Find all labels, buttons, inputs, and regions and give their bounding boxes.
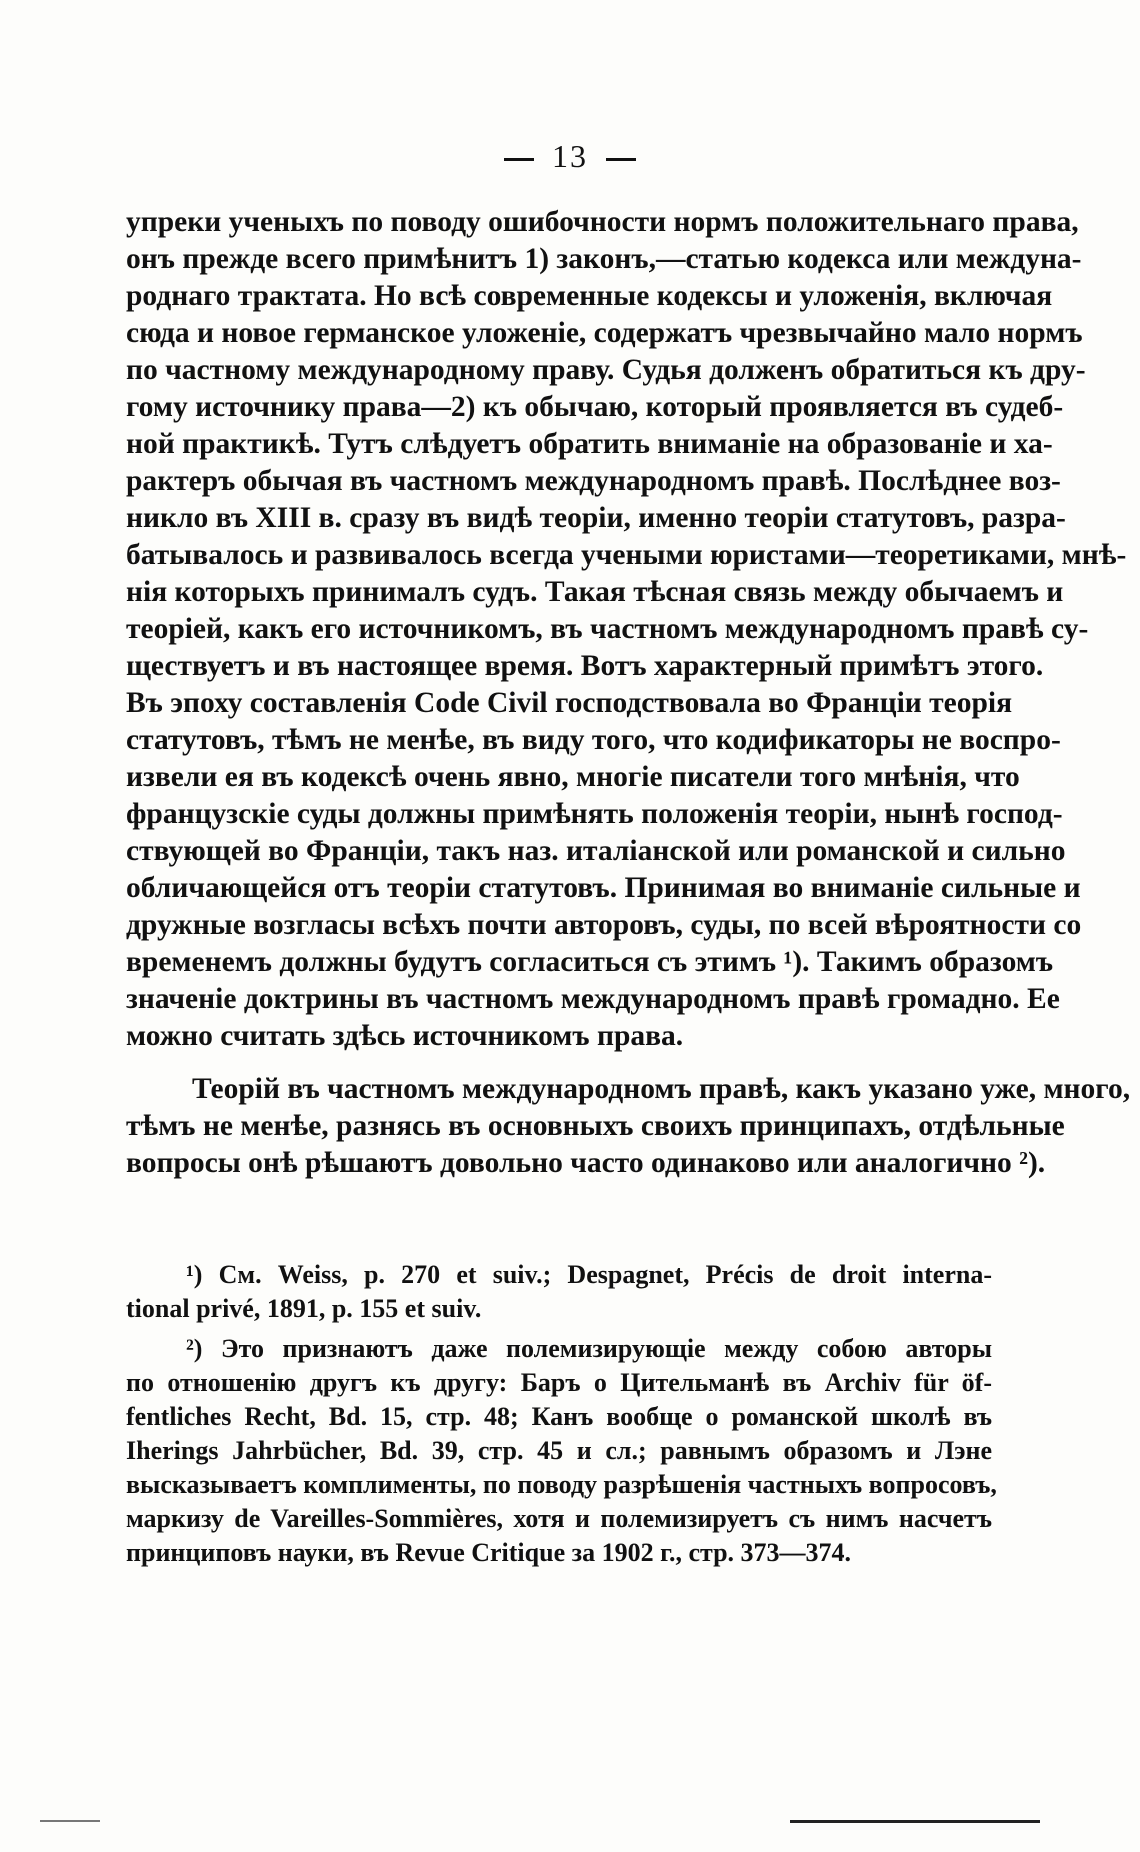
text-line: извели ея въ кодексѣ очень явно, многіе писатели того мнѣнія, что	[126, 761, 1020, 793]
text-line: обличающейся отъ теоріи статутовъ. Принимая во вниманіе сильные и	[126, 872, 1081, 904]
header-dash-left	[504, 158, 534, 161]
footnote-2	[126, 1332, 997, 1570]
text-line: Iherings Jahrbücher, Bd. 39, стр. 45 и сл.; равнымъ образомъ и Лэне	[126, 1436, 992, 1465]
text-line: батывалось и развивалось всегда учеными юристами—теоретиками, мнѣ-	[126, 539, 1127, 571]
text-line: значеніе доктрины въ частномъ международномъ правѣ громадно. Ее	[126, 983, 1060, 1015]
text-line: роднаго трактата. Но всѣ современные кодексы и уложенія, включая	[126, 280, 1053, 312]
text-line: рактеръ обычая въ частномъ международномъ правѣ. Послѣднее воз-	[126, 465, 1061, 497]
text-line: принциповъ науки, въ Revue Critique за 1902 г., стр. 373—374.	[126, 1538, 852, 1567]
text-line: временемъ должны будутъ согласиться съ этимъ ¹). Такимъ образомъ	[126, 946, 1054, 978]
text-line: маркизу de Vareilles-Sommières, хотя и полемизируетъ съ нимъ насчетъ	[126, 1504, 992, 1533]
text-line: нія которыхъ принималъ судъ. Такая тѣсная связь между обычаемъ и	[126, 576, 1064, 608]
text-line: ¹) См. Weiss, p. 270 et suiv.; Despagnet, Précis de droit interna-	[186, 1260, 992, 1289]
paragraph-1	[126, 204, 1127, 1055]
text-line: упреки ученыхъ по поводу ошибочности нормъ положительнаго права,	[126, 206, 1079, 238]
text-line: tional privé, 1891, p. 155 et suiv.	[126, 1294, 482, 1323]
text-line: никло въ XIII в. сразу въ видѣ теоріи, именно теоріи статутовъ, разра-	[126, 502, 1066, 534]
text-line: Теорій въ частномъ международномъ правѣ, какъ указано уже, много,	[192, 1073, 1131, 1105]
footnotes	[126, 1258, 997, 1570]
text-line: вопросы онѣ рѣшаютъ довольно часто одинаково или аналогично ²).	[126, 1147, 1046, 1179]
text-line: теоріей, какъ его источникомъ, въ частномъ международномъ правѣ су-	[126, 613, 1089, 645]
text-line: гому источнику права—2) къ обычаю, который проявляется въ судеб-	[126, 391, 1064, 423]
text-line: ²) Это признаютъ даже полемизирующіе между собою авторы	[186, 1334, 992, 1363]
text-line: французскіе суды должны примѣнять положенія теоріи, нынѣ господ-	[126, 798, 1063, 830]
bottom-rule	[790, 1820, 1040, 1823]
main-text	[126, 204, 1131, 1182]
text-line: Въ эпоху составленія Code Civil господствовала во Франціи теорія	[126, 687, 1013, 719]
text-line: по частному международному праву. Судья долженъ обратиться къ дру-	[126, 354, 1086, 386]
text-line: онъ прежде всего примѣнитъ 1) законъ,—статью кодекса или междуна-	[126, 243, 1082, 275]
text-line: ствующей во Франціи, такъ наз. италіанской или романской и сильно	[126, 835, 1066, 867]
text-line: статутовъ, тѣмъ не менѣе, въ виду того, что кодификаторы не воспро-	[126, 724, 1061, 756]
text-line: высказываетъ комплименты, по поводу разрѣшенія частныхъ вопросовъ,	[126, 1470, 997, 1499]
header-dash-right	[606, 158, 636, 161]
text-line: ществуетъ и въ настоящее время. Вотъ характерный примѣтъ этого.	[126, 650, 1044, 682]
text-line: можно считать здѣсь источникомъ права.	[126, 1020, 684, 1052]
scan-mark	[40, 1820, 100, 1822]
text-line: по отношенію другъ къ другу: Баръ о Цительманѣ въ Archiv für öf-	[126, 1368, 992, 1397]
page-header	[0, 138, 1140, 175]
text-line: сюда и новое германское уложеніе, содержатъ чрезвычайно мало нормъ	[126, 317, 1083, 349]
paragraph-2	[126, 1071, 1131, 1182]
text-line: тѣмъ не менѣе, разнясь въ основныхъ своихъ принципахъ, отдѣльные	[126, 1110, 1065, 1142]
text-line: ной практикѣ. Тутъ слѣдуетъ обратить вниманіе на образованіе и ха-	[126, 428, 1053, 460]
footnote-1	[126, 1258, 992, 1326]
text-line: дружные возгласы всѣхъ почти авторовъ, суды, по всей вѣроятности со	[126, 909, 1082, 941]
page-number: 13	[552, 138, 588, 174]
text-line: fentliches Recht, Bd. 15, стр. 48; Канъ вообще о романской школѣ въ	[126, 1402, 992, 1431]
